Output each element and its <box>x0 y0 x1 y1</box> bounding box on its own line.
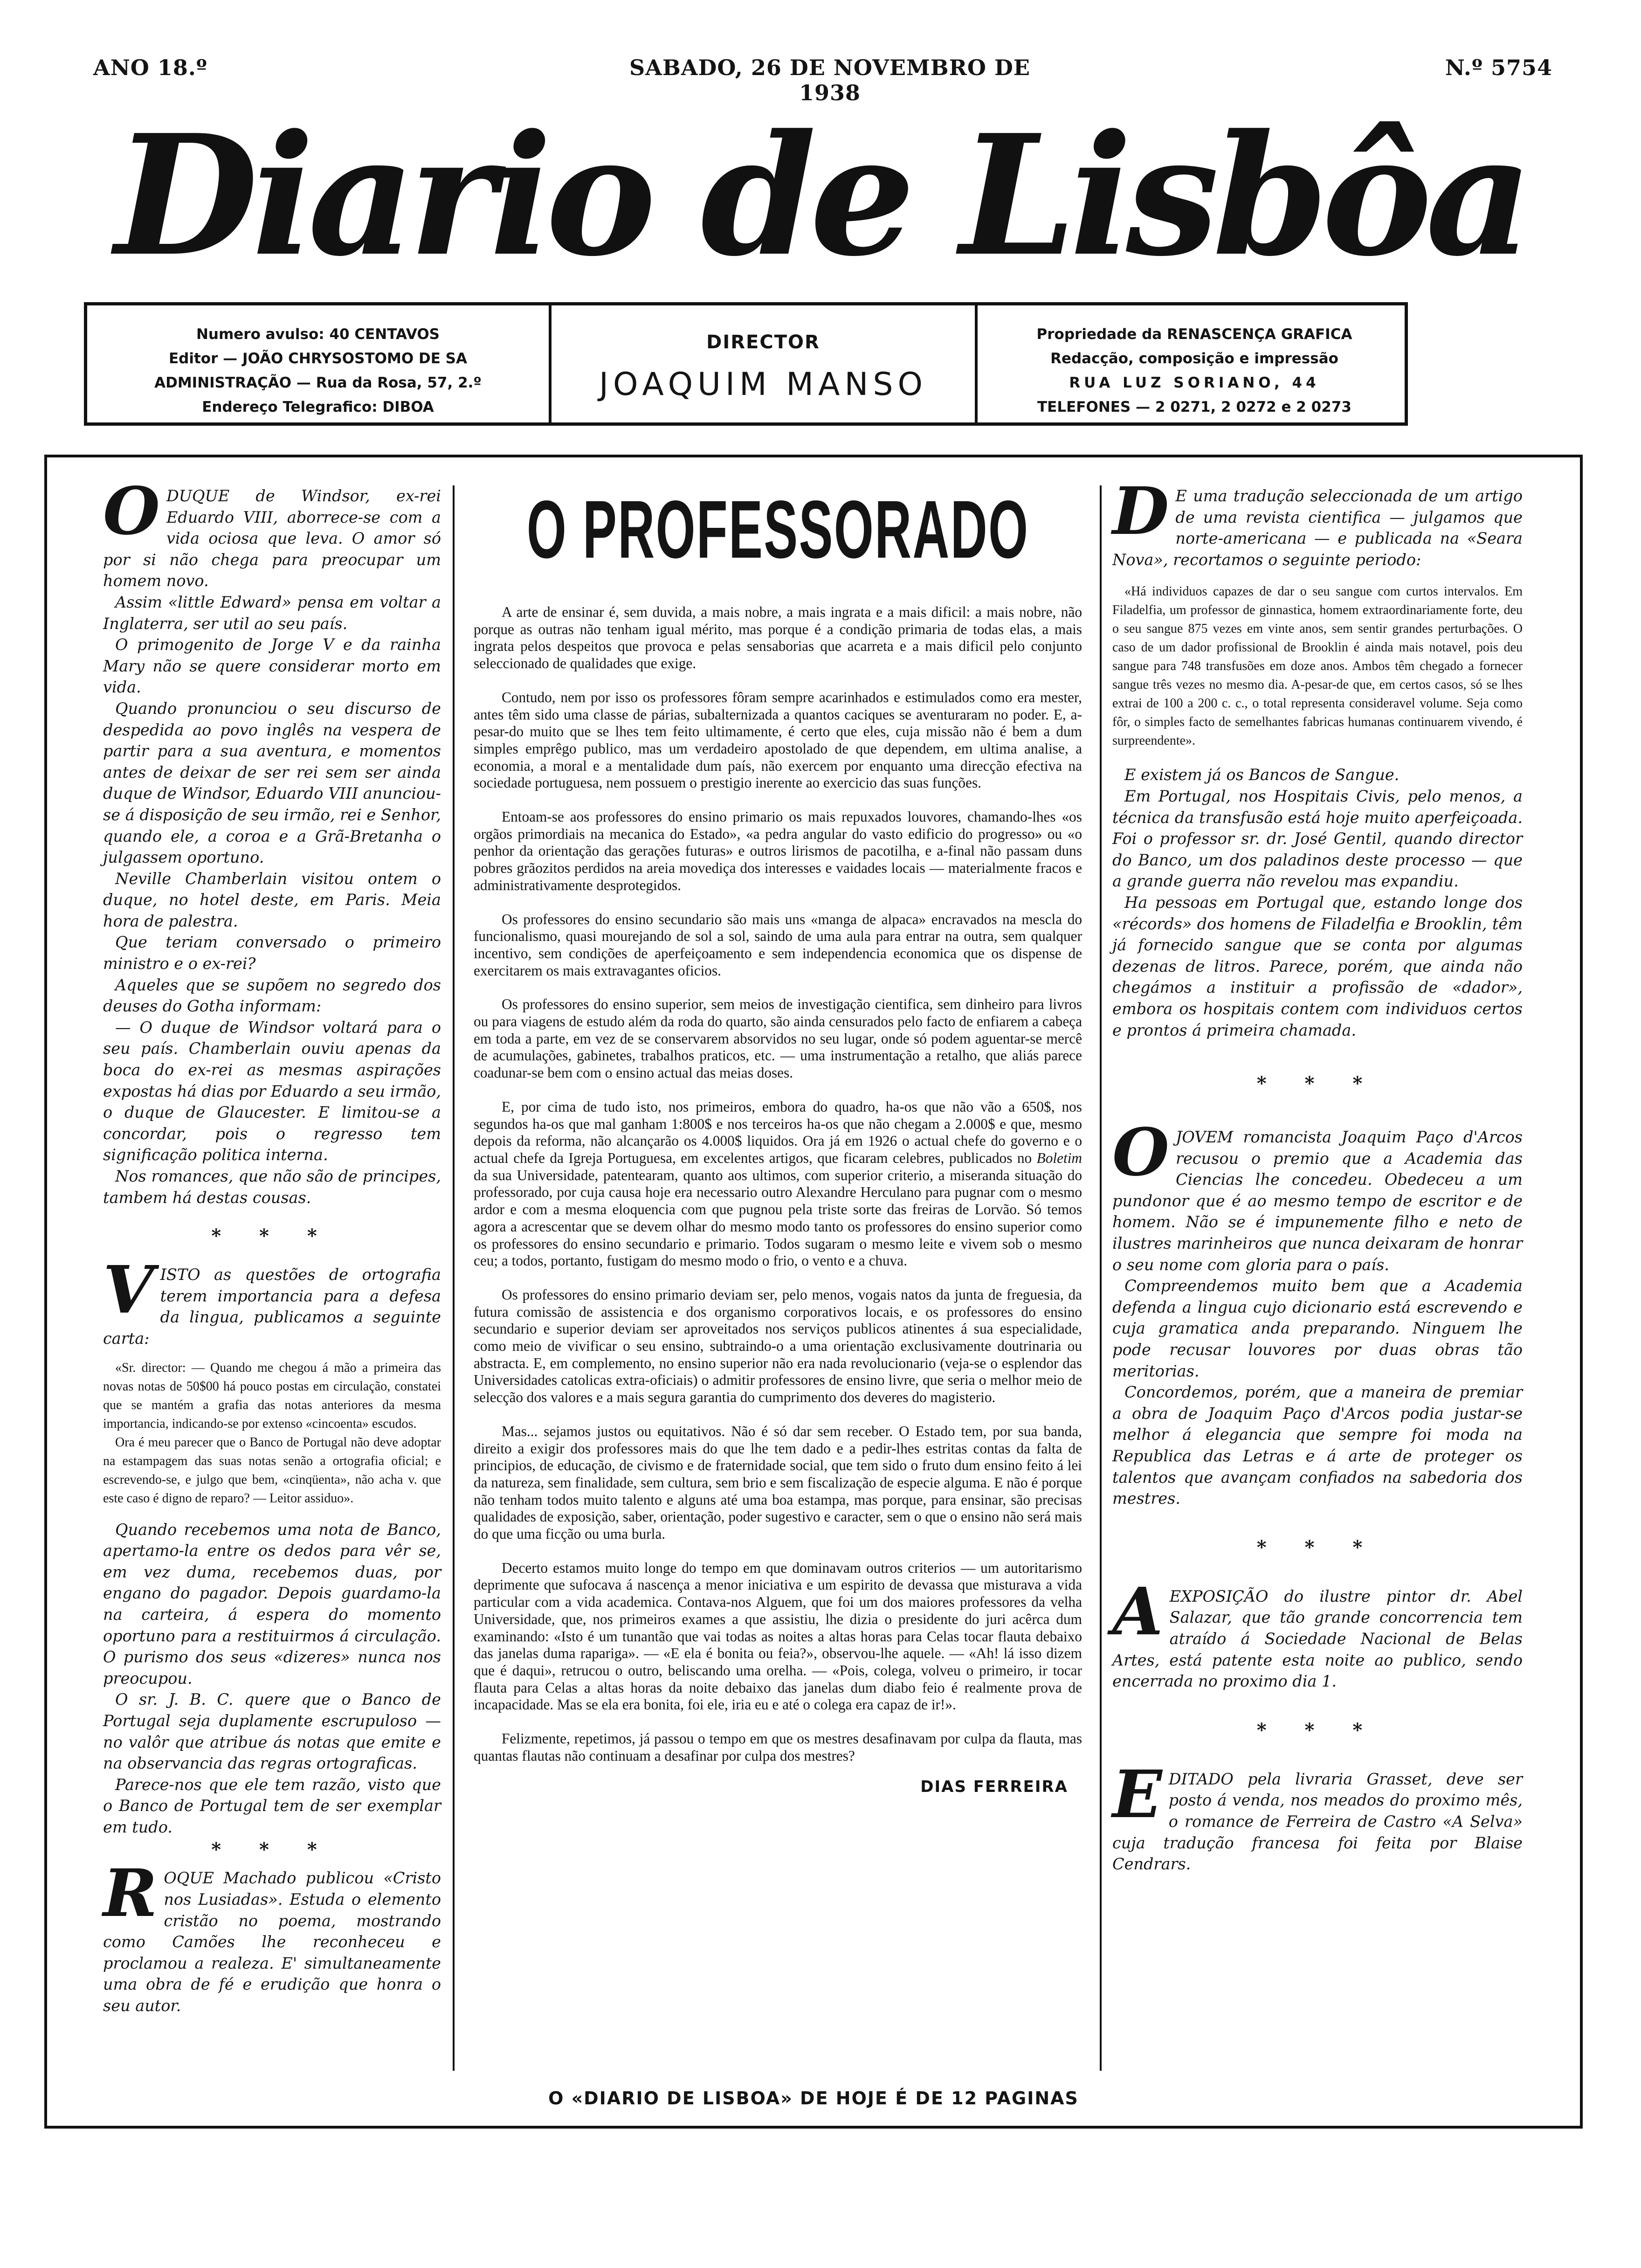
paragraph: Que teriam conversado o primeiro ministro e o ex-rei? <box>103 933 441 973</box>
paragraph: O primogenito de Jorge V e da rainha Mary não se quere considerar morto em vida. <box>103 636 441 697</box>
drop-cap: R <box>103 1855 158 1932</box>
section-separator: * * * <box>1256 1072 1379 1095</box>
paragraph: Parece-nos que ele tem razão, visto que o Banco de Portugal tem de ser exemplar em tudo. <box>103 1775 441 1836</box>
paragraph: Ha pessoas em Portugal que, estando longe dos «récords» dos homens de Filadelfia e Brooklin, têm já fornecido sangue que se conta por algumas dezenas de litros. Parece, porém, que ainda não chegámos a instituir a profissão de «dador», embora os hospitais contem com individuos certos e prontos á primeira chamada. <box>1112 893 1523 1039</box>
paragraph: VISTO as questões de ortografia terem importancia para a defesa da lingua, publicamos a seguinte carta: <box>103 1252 441 1348</box>
publisher-info <box>87 305 549 422</box>
column-rule-left <box>453 485 455 2071</box>
paragraph: Aqueles que se supõem no segredo dos deuses do Gotha informam: <box>103 975 441 1016</box>
section-separator: * * * <box>211 1839 333 1861</box>
paragraph: EDITADO pela livraria Grasset, deve ser posto á venda, nos meados do proximo mês, o romance de Ferreira de Castro «A Selva» cuja tradução francesa foi feita por Blaise Cendrars. <box>1112 1756 1523 1874</box>
address-line: RUA LUZ SORIANO, 44 <box>1069 374 1320 391</box>
paragraph: Ora é meu parecer que o Banco de Portugal não deve adoptar na estampagem das suas notas senão a ortografia oficial; e escrevendo-se, e julgo que bem, «cinqüenta», não acha v. que este caso é digno de reparo? — Leitor assiduo». <box>103 1435 441 1506</box>
paragraph: Nos romances, que não são de principes, tambem há destas cousas. <box>103 1167 441 1207</box>
paragraph: AEXPOSIÇÃO do ilustre pintor dr. Abel Salazar, que tão grande concorrencia tem atraído á Sociedade Nacional de Belas Artes, está patente esta noite ao publico, sendo encerrada no proximo dia 1. <box>1112 1573 1523 1691</box>
section-separator: * * * <box>211 1225 333 1247</box>
drop-cap: V <box>103 1252 154 1329</box>
page-count-footer: O «DIARIO DE LISBOA» DE HOJE É DE 12 PAGINAS <box>548 2088 1079 2109</box>
drop-cap: D <box>1112 473 1169 550</box>
editor-line: Editor — JOÃO CHRYSOSTOMO DE SA <box>168 350 467 367</box>
paragraph: Em Portugal, nos Hospitais Civis, pelo menos, a técnica da transfusão está hoje muito aperfeiçoada. Foi o professor sr. dr. José Gentil, quando director do Banco, um dos paladinos deste processo — que a grande guerra não revelou mas expandiu. <box>1112 787 1523 891</box>
paragraph: D E uma tradução seleccionada de um artigo de uma revista cientifica — julgamos que norte-americana — e publicada na «Seara Nova», recortamos o seguinte periodo: <box>1112 473 1523 569</box>
paragraph: Entoam-se aos professores do ensino primario os mais repuxados louvores, chamando-lhes «os orgãos primordiais na mecanica do Estado», «a pedra angular do vasto edificio do progresso» ou «o penhor da orientação das gerações futuras» e outros lirismos de pacotilha, e a-final não passam duns pobres grãozitos perdidos na areia movediça dos interesses e vaidades locais — materialmente fracos e administrativamente desprotegidos. <box>474 809 1082 893</box>
price-line: Numero avulso: 40 CENTAVOS <box>196 326 440 343</box>
masthead-title: Diario de Lisbôa <box>114 98 1527 293</box>
paragraph: Mas... sejamos justos ou equitativos. Não é só dar sem receber. O Estado tem, por sua banda, direito a exigir dos professores mais do que lhe tem dado e a pedir-lhes estritas contas da falta de principios, de educação, de civismo e de fraternidade social, que tem sido o fruto dum ensino feito á lei da natureza, sem finalidade, sem cultura, sem brio e sem fiscalização de especie alguma. E não é porque não tenham todos muito talento e alguns até uma boa estampa, mas porque, para ensinar, são precisas qualidades de exposição, saber, orientação, poder sugestivo e caracter, sem o que o ensino não será mais do que uma ficção ou uma burla. <box>474 1423 1082 1542</box>
paragraph: Contudo, nem por isso os professores fôram sempre acarinhados e estimulados como era mester, antes têm sido uma classe de párias, subalternizada a quantos caciques se aventuraram no poder. E, a-pesar-do muito que se lhes tem feito ultimamente, é certo que eles, cuja missão não é bem a dum simples emprêgo publico, mas um verdadeiro apostolado de que dependem, em ultima analise, a economia, a moral e a mentalidade dum país, não exercem por enquanto uma direcção efectiva na sociedade portuguesa, nem possuem o prestigio inerente ao exercicio das suas funções. <box>474 689 1082 791</box>
property-line: Propriedade da RENASCENÇA GRAFICA <box>1036 326 1352 343</box>
quoted-passage <box>1112 582 1523 750</box>
paragraph: Compreendemos muito bem que a Academia defenda a lingua cujo dicionario está escrevendo e cuja gramatica anda preparando. Ninguem lhe pode recusar louvores por duas obras tão meritorias. <box>1112 1277 1523 1380</box>
drop-cap: A <box>1112 1573 1163 1650</box>
property-info <box>978 305 1411 422</box>
paragraph: Felizmente, repetimos, já passou o tempo em que os mestres desafinavam por culpa da flauta, mas quantas flautas não continuam a desafinar por culpa dos mestres? <box>474 1730 1082 1764</box>
article-headline: O PROFESSORADO <box>526 484 1029 575</box>
paragraph: Assim «little Edward» pensa em voltar a Inglaterra, ser util ao seu país. <box>103 593 441 633</box>
administration-line: ADMINISTRAÇÃO — Rua da Rosa, 57, 2.º <box>154 374 482 391</box>
section-separator: * * * <box>1256 1536 1379 1558</box>
top-line <box>93 55 1552 105</box>
paragraph: Quando pronunciou o seu discurso de despedida ao povo inglês na vespera de partir para a sua aventura, e momentos antes de deixar de ser rei sem ser ainda duque de Windsor, Eduardo VIII anunciou-se á disposição de seu irmão, rei e Senhor, quando ele, a coroa e a Grã-Bretanha o julgassem oportuno. <box>103 699 441 867</box>
telegraph-line: Endereço Telegrafico: DIBOA <box>202 399 434 415</box>
paragraph: ODUQUE de Windsor, ex-rei Eduardo VIII, aborrece-se com a vida ociosa que leva. O amor só por si não chega para preocupar um homem novo. <box>103 473 441 590</box>
right-column <box>1112 473 1523 2080</box>
director-name: JOAQUIM MANSO <box>599 366 928 403</box>
front-page-frame <box>44 455 1583 2129</box>
article-signature: DIAS FERREIRA <box>920 1777 1068 1797</box>
paragraph: «Há individuos capazes de dar o seu sangue com curtos intervalos. Em Filadelfia, um professor de ginnastica, homem extraordinariamente forte, deu o seu sangue 875 vezes em vinte anos, sem sentir grandes perturbações. O caso de um dador profissional de Brooklin é ainda mais notavel, pois deu sangue para 748 transfusões em doze anos. Ambos têm chegado a fornecer sangue três vezes no mesmo dia. A-pesar-de que, em certos casos, só se lhes extrai de 100 a 200 c. c., o total representa consideravel volume. Seja como fôr, o simples facto de semelhantes fabricas humanas continuarem vivendo, é surpreendente». <box>1112 584 1523 748</box>
paragraph: Concordemos, porém, que a maneira de premiar a obra de Joaquim Paço d'Arcos podia justar-se melhor á elegancia que sempre foi moda na Republica das Letras e á arte de proteger os talentos que avançam confiados na sabedoria dos mestres. <box>1112 1383 1523 1508</box>
paragraph: E, por cima de tudo isto, nos primeiros, embora do quadro, ha-os que não vão a 650$, nos segundos ha-os que mal ganham 1:800$ e nos terceiros ha-os que não chegam a 2.000$ e que, mesmo depois da reforma, não alcançarão os 4.000$ liquidos. Ora já em 1926 o actual chefe do governo e o actual chefe da Igreja Portuguesa, em excelentes artigos, que ficaram celebres, publicados no Boletim da sua Universidade, patentearam, quanto aos ultimos, com superior criterio, a miseranda situação do professorado, por cuja causa hoje era necessario outro Alexandre Herculano para pugnar com o mesmo ardor e com a mesma eloquencia com que pugnou pela triste sorte das freiras de Lorvão. Só temos agora a acrescentar que se devem olhar do mesmo modo tanto os professores do ensino superior como os professores do ensino secundario e primario. Todos sugaram o mesmo leite e vivem sob o mesmo ceu; a todos, portanto, fustigam do mesmo modo o frio, o vento e a chuva. <box>474 1098 1082 1269</box>
paragraph: «Sr. director: — Quando me chegou á mão a primeira das novas notas de 50$00 há pouco postas em circulação, constatei que se mantém a grafia das notas anteriores da mesma importancia, indicando-se por extenso «cincoenta» escudos. <box>103 1360 441 1431</box>
paragraph: Quando recebemos uma nota de Banco, apertamo-la entre os dedos para vêr se, em vez duma, recebemos duas, por engano do pagador. Depois guardamo-la na carteira, á espera do momento oportuno para a restituirmos á circulação. O purismo dos seus «dizeres» nunca nos preocupou. <box>103 1520 441 1687</box>
boletim-italic: Boletim <box>1036 1149 1082 1166</box>
drop-cap: O <box>1112 1114 1169 1191</box>
drop-cap: O <box>103 473 160 550</box>
issue-number: N.º 5754 <box>1445 55 1552 80</box>
info-band <box>84 302 1408 426</box>
article-body <box>474 604 1082 1796</box>
letter-quote <box>103 1359 441 1508</box>
paragraph: E existem já os Bancos de Sangue. <box>1124 766 1400 784</box>
paragraph: OJOVEM romancista Joaquim Paço d'Arcos recusou o premio que a Academia das Ciencias lhe concedeu. Obedeceu a um pundonor que é ao mesmo tempo de escritor e de homem. Não se é impunemente filho e neto de ilustres marinheiros que nunca deixaram de honrar o seu nome com gloria para o país. <box>1112 1114 1523 1274</box>
year-of-publication: ANO 18.º <box>93 55 207 80</box>
printing-line: Redacção, composição e impressão <box>1050 350 1338 367</box>
phones-line: TELEFONES — 2 0271, 2 0272 e 2 0273 <box>1037 399 1351 415</box>
drop-cap: E <box>1112 1756 1162 1833</box>
paragraph: Os professores do ensino primario deviam ser, pelo menos, vogais natos da junta de freguesia, da futura comissão de assistencia e dos organismo corporativos locais, e os professores do ensino secundario e superior deviam ser aproveitados nos serviços publicos atinentes á sua especialidade, como meio de vivificar o seu ensino, subtraindo-o a uma orientação exclusivamente doutrinaria ou abstracta. E, em complemento, no ensino superior não era nada revolucionario (veja-se o esplendor das Universidades catolicas extra-oficiais) o admitir professores de ensino livre, que seria o melhor meio de selecção dos valores e a mais segura garantia do cumprimento dos deveres do magisterio. <box>474 1286 1082 1406</box>
column-rule-right <box>1100 485 1102 2071</box>
paragraph: Decerto estamos muito longe do tempo em que dominavam outros criterios — um autoritarismo deprimente que sufocava á nascença a menor iniciativa e um espirito de devassa que misturava a vida particular com a vida academica. Contava-nos Alguem, que foi um dos maiores professores da velha Universidade, que, nos primeiros exames a que assistiu, lhe dizia o presidente do juri acêrca dum examinando: «Isto é um tunantão que vai todas as noites a altas horas para Celas tocar flauta debaixo das janelas duma rapariga». — «E ela é bonita ou feia?», observou-lhe aquele. — «Ah! lá isso dizem que é daqui», retrucou o outro, beliscando uma orelha. — «Pois, colega, volveu o primeiro, ir tocar flauta para Celas a altas horas da noite debaixo das janelas dum diabo feio é realmente prova de incapacidade. Mas se ela era bonita, foi ele, iria eu e até o colega era capaz de ir!». <box>474 1559 1082 1713</box>
left-column <box>103 473 441 2080</box>
paragraph: Os professores do ensino secundario são mais uns «manga de alpaca» encravados na mescla do funcionalismo, quasi mourejando de sol a sol, saindo de uma aula para entrar na outra, sem qualquer incentivo, sem condições de aperfeiçoamento e sem independencia economica que os dispense de exercitarem os mais extravagantes oficios. <box>474 911 1082 979</box>
issue-date: SABADO, 26 DE NOVEMBRO DE 1938 <box>629 55 1030 105</box>
paragraph: O sr. J. B. C. quere que o Banco de Portugal seja duplamente escrupuloso — no valôr que atribue ás notas que emite e na observancia das regras ortograficas. <box>103 1690 441 1773</box>
section-separator: * * * <box>1256 1719 1379 1741</box>
director-label: DIRECTOR <box>706 332 820 353</box>
paragraph: Os professores do ensino superior, sem meios de investigação cientifica, sem dinheiro para livros ou para viagens de estudo além da roda do quarto, são ainda censurados pelo facto de enfiarem a cabeça em toda a parte, em vez de se conservarem absorvidos no seu lugar, onde só podem aguentar-se mercê de acumulações, gabinetes, trabalhos praticos, etc. — uma instrumentação a retalho, que aliás parece coadunar-se bem com o ensino actual das meias doses. <box>474 996 1082 1081</box>
paragraph: A arte de ensinar é, sem duvida, a mais nobre, a mais ingrata e a mais dificil: a mais nobre, não porque as outras não tenham igual mérito, mas porque é a condição primaria de todas elas, a mais ingrata pelos despeitos que provoca e pelas sensaborias que acarreta e a mais dificil pelo conjunto seleccionado de qualidades que exige. <box>474 604 1082 672</box>
director-box <box>549 305 978 422</box>
main-article <box>464 476 1091 2080</box>
paragraph: — O duque de Windsor voltará para o seu país. Chamberlain ouviu apenas da boca do ex-rei as mesmas aspirações expostas há dias por Eduardo a seu irmão, o duque de Glaucester. E limitou-se a concordar, pois o regresso tem significação politica interna. <box>103 1018 441 1164</box>
paragraph: Neville Chamberlain visitou ontem o duque, no hotel deste, em Paris. Meia hora de palestra. <box>103 869 441 930</box>
paragraph: ROQUE Machado publicou «Cristo nos Lusiadas». Estuda o elemento cristão no poema, mostrando como Camões lhe reconheceu e proclamou a realeza. E' simultaneamente uma obra de fé e erudição que honra o seu autor. <box>103 1855 441 2015</box>
